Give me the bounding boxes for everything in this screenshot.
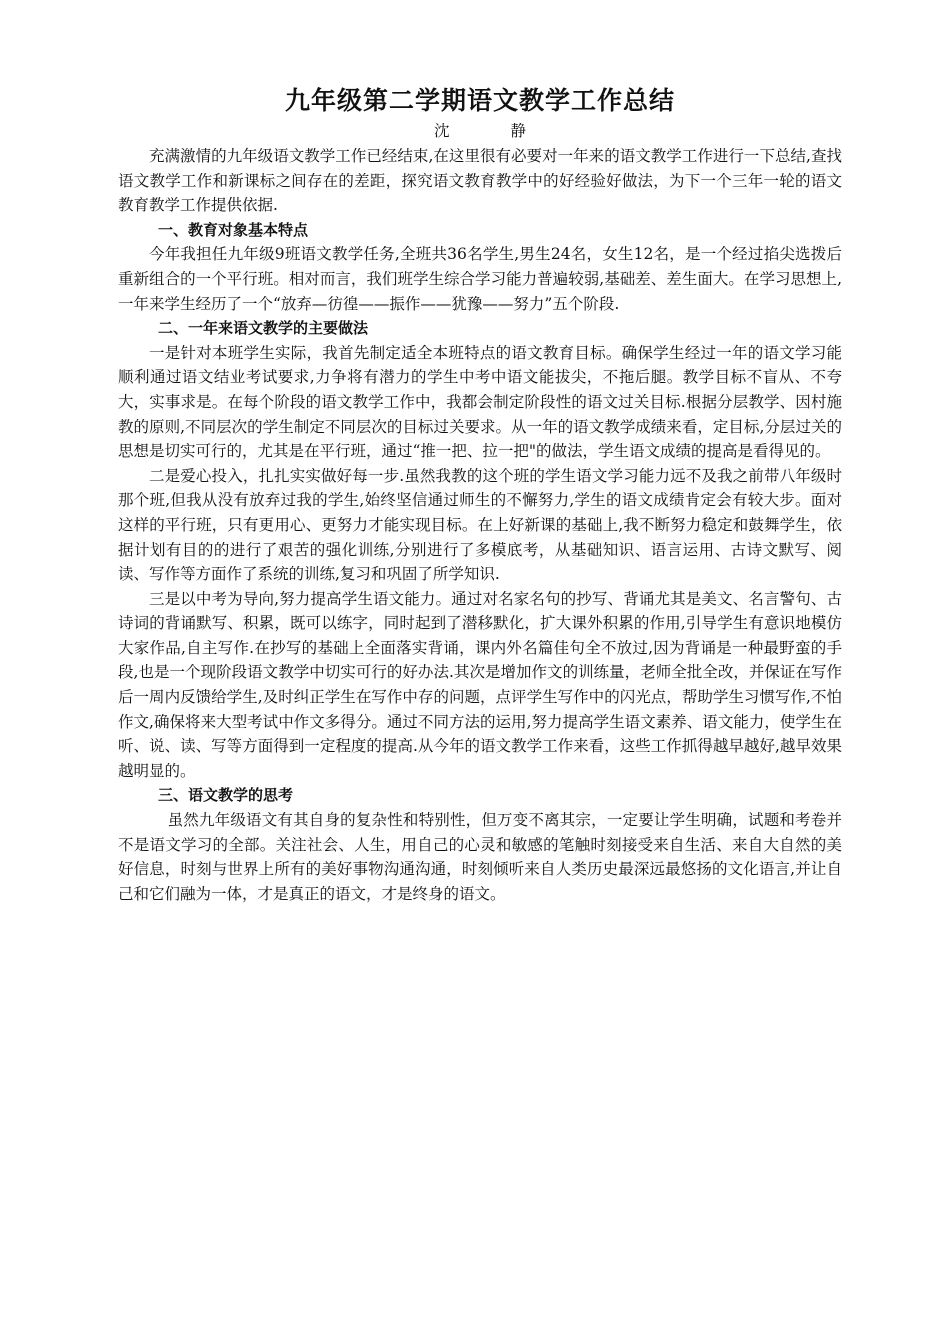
author-name: 沈 静 xyxy=(434,122,554,140)
section-paragraph: 虽然九年级语文有其自身的复杂性和特别性，但万变不离其宗，一定要让学生明确，试题和考卷并不是语文学习的全部。关注社会、人生，用自己的心灵和敏感的笔触时刻接受来自生活、来自大自然的美好信息，时刻与世界上所有的美好事物沟通沟通，时刻倾听来自人类历史最深远最悠扬的文化语言,并让自己和它们融为一体，才是真正的语文，才是终身的语文。 xyxy=(118,811,842,903)
section-paragraph: 今年我担任九年级9班语文教学任务,全班共36名学生,男生24名，女生12名，是一个经过掐尖选拨后重新组合的一个平行班。相对而言，我们班学生综合学习能力普遍较弱,基础差、差生面大。在学习思想上,一年来学生经历了一个“放弃—彷徨——振作——犹豫——努力”五个阶段. xyxy=(118,245,842,313)
section-heading: 三、语文教学的思考 xyxy=(158,786,294,805)
document-page xyxy=(118,84,842,906)
section-heading: 一、教育对象基本特点 xyxy=(158,220,309,239)
section-reflection xyxy=(118,783,842,906)
section-education-targets xyxy=(118,218,842,316)
section-paragraph: 二是爱心投入，扎扎实实做好每一步.虽然我教的这个班的学生语文学习能力远不及我之前带八年级时那个班,但我从没有放弃过我的学生,始终坚信通过师生的不懈努力,学生的语文成绩肯定会有较大步。面对这样的平行班，只有更用心、更努力才能实现目标。在上好新课的基础上,我不断努力稳定和鼓舞学生，依据计划有目的的进行了艰苦的强化训练,分别进行了多模底考，从基础知识、语言运用、古诗文默写、阅读、写作等方面作了系统的训练,复习和巩固了所学知识. xyxy=(118,466,842,584)
document-title: 九年级第二学期语文教学工作总结 xyxy=(284,86,675,115)
section-heading: 二、一年来语文教学的主要做法 xyxy=(158,319,369,338)
section-main-practices xyxy=(118,316,842,783)
section-paragraph: 三是以中考为导向,努力提高学生语文能力。通过对名家名句的抄写、背诵尤其是美文、名言警句、古诗词的背诵默写、积累，既可以练字，同时起到了潜移默化，扩大课外积累的作用,引导学生有意识地模仿大家作品,自主写作.在抄写的基础上全面落实背诵，课内外名篇佳句全不放过,因为背诵是一种最野蛮的手段,也是一个现阶段语文教学中切实可行的好办法.其次是增加作文的训练量，老师全批全改，并保证在写作后一周内反馈给学生,及时纠正学生在写作中存的问题，点评学生写作中的闪光点，帮助学生习惯写作,不怕作文,确保将来大型考试中作文多得分。通过不同方法的运用,努力提高学生语文素养、语文能力，使学生在听、说、读、写等方面得到一定程度的提高.从今年的语文教学工作来看，这些工作抓得越早越好,越早效果越明显的。 xyxy=(118,589,842,780)
intro-paragraph: 充满激情的九年级语文教学工作已经结束,在这里很有必要对一年来的语文教学工作进行一下总结,查找语文教学工作和新课标之间存在的差距，探究语文教育教学中的好经验好做法，为下一个三年一轮的语文教育教学工作提供依据. xyxy=(118,147,842,215)
section-paragraph: 一是针对本班学生实际，我首先制定适全本班特点的语文教育目标。确保学生经过一年的语文学习能顺利通过语文结业考试要求,力争将有潜力的学生中考中语文能拔尖，不拖后腿。教学目标不盲从、不夸大，实事求是。在每个阶段的语文教学工作中，我都会制定阶段性的语文过关目标.根据分层教学、因村施教的原则,不同层次的学生制定不同层次的目标过关要求。从一年的语文教学成绩来看，定目标,分层过关的思想是切实可行的，尤其是在平行班，通过“推一把、拉一把"的做法，学生语文成绩的提高是看得见的。 xyxy=(118,343,842,461)
